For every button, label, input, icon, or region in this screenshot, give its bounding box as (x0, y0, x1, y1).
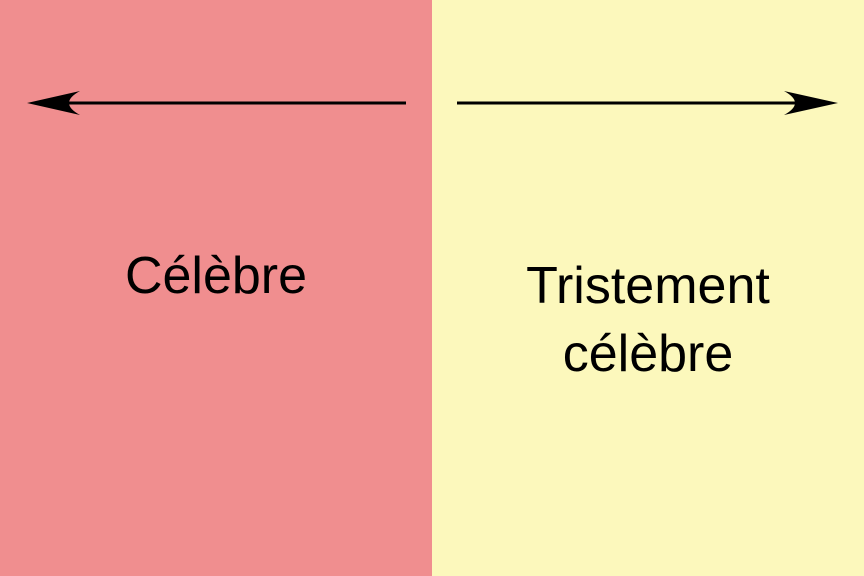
left-label (0, 242, 432, 310)
right-label-line-1: Tristement (526, 257, 770, 315)
right-arrow-icon (432, 86, 864, 120)
left-label-text: Célèbre (124, 247, 308, 305)
left-arrow-icon (0, 86, 432, 120)
right-panel (432, 0, 864, 576)
right-label (432, 252, 864, 388)
right-label-line-2: célèbre (562, 325, 734, 383)
